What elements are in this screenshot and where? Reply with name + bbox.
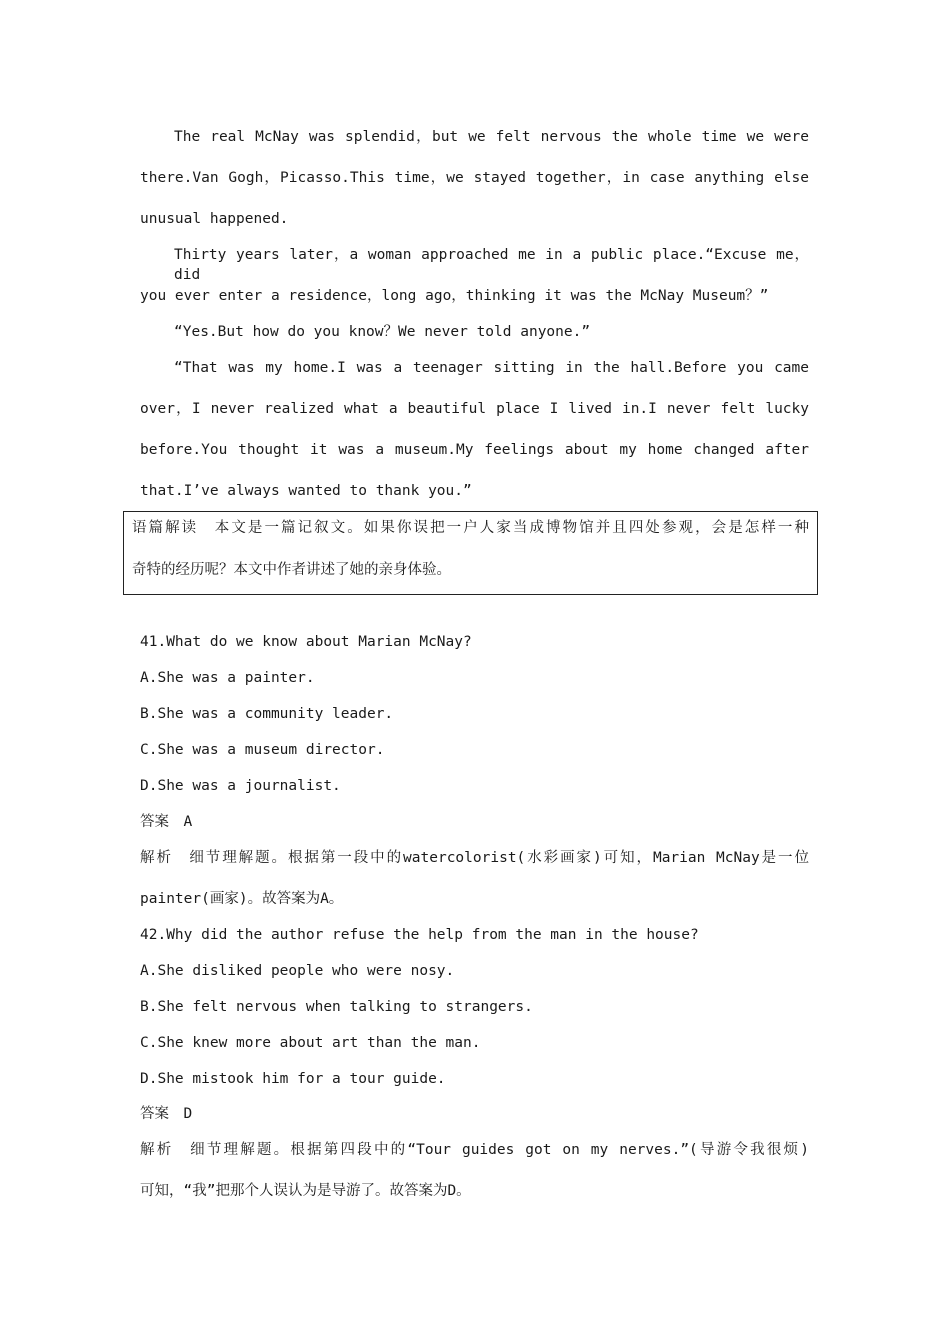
- question-42-option-b: B.She felt nervous when talking to strangers.: [140, 999, 533, 1015]
- question-42-option-c: C.She knew more about art than the man.: [140, 1035, 481, 1051]
- question-42-analysis-line2: 可知，“我”把那个人误认为是导游了。故答案为D。: [140, 1183, 471, 1199]
- question-41-option-c: C.She was a museum director.: [140, 742, 385, 758]
- question-42-answer: 答案 D: [140, 1106, 193, 1122]
- passage-p2-line2: you ever enter a residence，long ago，thinking it was the McNay Museum？”: [140, 288, 769, 304]
- question-41-option-d: D.She was a journalist.: [140, 778, 341, 794]
- question-42-stem: 42.Why did the author refuse the help from the man in the house?: [140, 927, 699, 943]
- question-42-option-d: D.She mistook him for a tour guide.: [140, 1071, 446, 1087]
- question-41-option-a: A.She was a painter.: [140, 670, 315, 686]
- passage-p4-line3: before.You thought it was a museum.My feelings about my home changed after: [140, 442, 809, 458]
- question-41-stem: 41.What do we know about Marian McNay?: [140, 634, 472, 650]
- question-41-analysis-line2: painter(画家)。故答案为A。: [140, 891, 344, 907]
- question-41-answer: 答案 A: [140, 814, 193, 830]
- passage-p4-line4: that.I’ve always wanted to thank you.”: [140, 483, 472, 499]
- question-41-analysis-line1: 解析 细节理解题。根据第一段中的watercolorist(水彩画家)可知，Marian McNay是一位: [140, 850, 809, 866]
- question-42-option-a: A.She disliked people who were nosy.: [140, 963, 455, 979]
- passage-p4-line1: “That was my home.I was a teenager sitting in the hall.Before you came: [174, 360, 809, 376]
- passage-p2-line1: Thirty years later，a woman approached me in a public place.“Excuse me，did: [174, 247, 809, 283]
- passage-p4-line2: over，I never realized what a beautiful place I lived in.I never felt lucky: [140, 401, 809, 417]
- passage-p1-line2: there.Van Gogh，Picasso.This time，we stayed together，in case anything else: [140, 170, 809, 186]
- passage-p3-line1: “Yes.But how do you know？We never told anyone.”: [174, 324, 591, 340]
- passage-p1-line1: The real McNay was splendid，but we felt nervous the whole time we were: [174, 129, 809, 145]
- interpretation-line1: 语篇解读 本文是一篇记叙文。如果你误把一户人家当成博物馆并且四处参观，会是怎样一种: [132, 520, 809, 536]
- question-41-option-b: B.She was a community leader.: [140, 706, 394, 722]
- interpretation-line2: 奇特的经历呢？本文中作者讲述了她的亲身体验。: [132, 562, 451, 578]
- passage-p1-line3: unusual happened.: [140, 211, 289, 227]
- question-42-analysis-line1: 解析 细节理解题。根据第四段中的“Tour guides got on my nerves.”(导游令我很烦): [140, 1142, 809, 1158]
